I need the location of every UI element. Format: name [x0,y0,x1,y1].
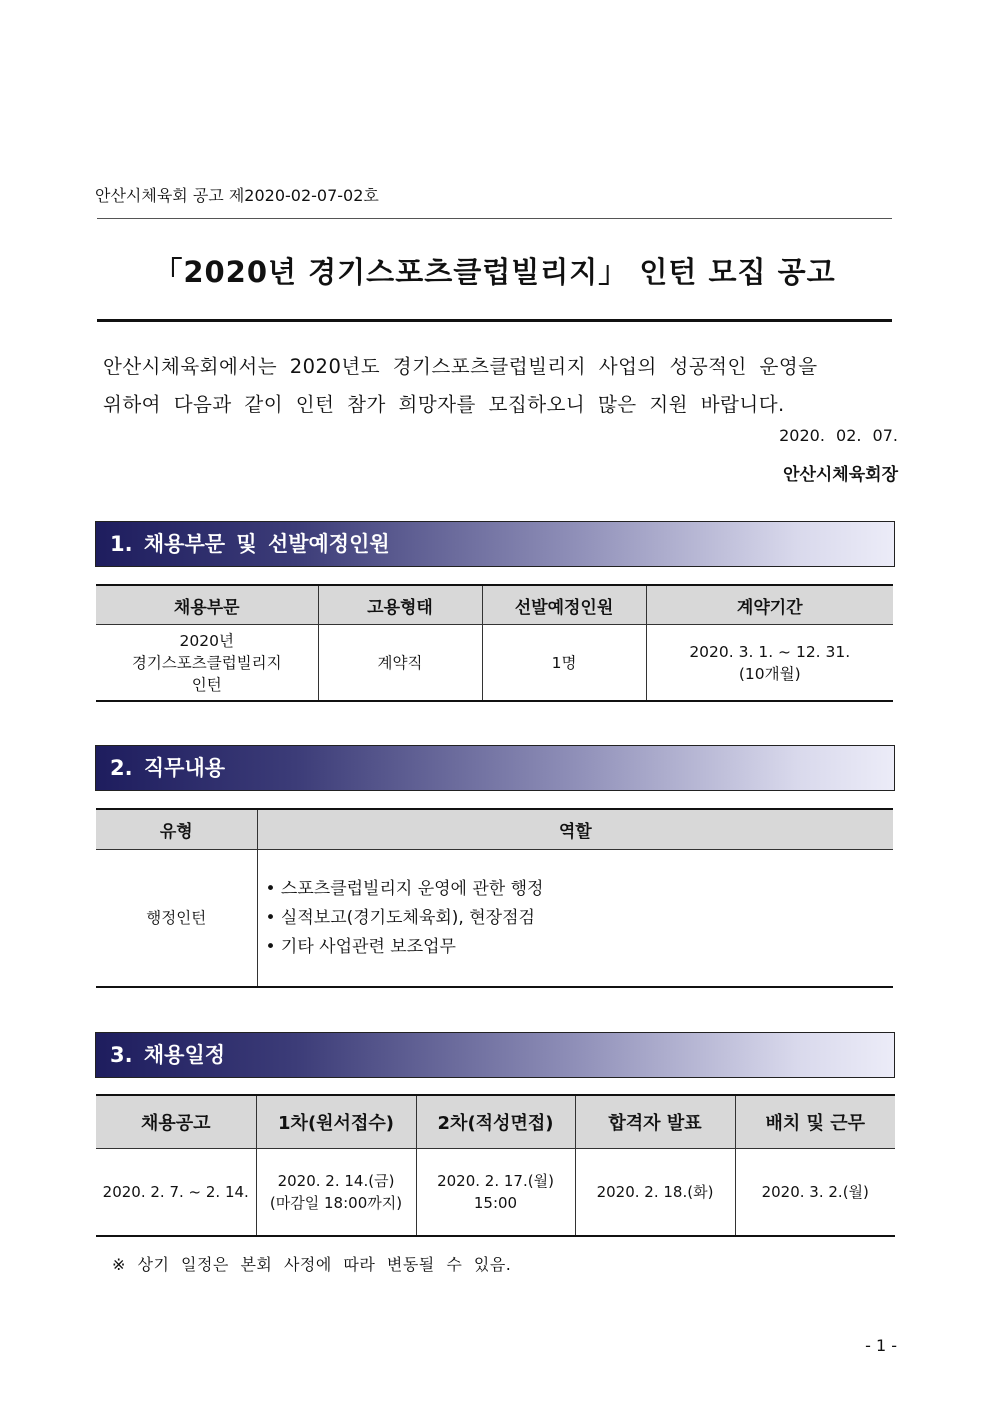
header-employment-type: 고용형태 [318,585,482,625]
section2-heading: 2. 직무내용 [95,745,895,791]
cell-placement: 2020. 3. 2.(월) [735,1149,895,1237]
table-header-row [96,809,893,850]
stage2-line-1: 2020. 2. 17.(월) [437,1172,554,1190]
recruitment-table [96,584,893,702]
cell-result: 2020. 2. 18.(화) [575,1149,735,1237]
duties-table [96,808,893,988]
table-row [96,625,893,702]
period-line-1: 2020. 3. 1. ~ 12. 31. [689,642,851,661]
header-type: 유형 [96,809,257,850]
schedule-table [96,1094,895,1237]
header-contract-period: 계약기간 [646,585,893,625]
table-row [96,850,893,988]
notice-date: 2020. 02. 07. [779,426,898,445]
schedule-footnote: ※ 상기 일정은 본회 사정에 따라 변동될 수 있음. [112,1255,512,1274]
header-headcount: 선발예정인원 [482,585,646,625]
notice-number: 안산시체육회 공고 제2020-02-07-02호 [95,186,379,205]
field-line-3: 인턴 [191,675,222,694]
cell-roles [257,850,893,988]
intro-line-2: 위하여 다음과 같이 인턴 참가 희망자를 모집하오니 많은 지원 바랍니다. [103,393,785,416]
header-result: 합격자 발표 [575,1095,735,1149]
section1-heading: 1. 채용부문 및 선발예정인원 [95,521,895,567]
cell-stage1 [256,1149,416,1237]
cell-employment-type: 계약직 [318,625,482,702]
header-stage2: 2차(적성면접) [416,1095,575,1149]
header-role: 역할 [257,809,893,850]
page-title: 「2020년 경기스포츠클럽빌리지」 인턴 모집 공고 [153,255,836,289]
stage1-line-2: (마감일 18:00까지) [269,1194,403,1212]
header-divider [97,218,892,219]
period-line-2: (10개월) [738,664,801,683]
header-stage1: 1차(원서접수) [256,1095,416,1149]
signer: 안산시체육회장 [783,465,898,485]
intro-paragraph [103,348,893,424]
section3-heading: 3. 채용일정 [95,1032,895,1078]
table-header-row [96,1095,895,1149]
cell-headcount: 1명 [482,625,646,702]
field-line-2: 경기스포츠클럽빌리지 [131,653,282,672]
title-divider [97,319,892,322]
cell-announce: 2020. 2. 7. ~ 2. 14. [96,1149,256,1237]
cell-field [96,625,318,702]
role-item: • 실적보고(경기도체육회), 현장점검 [265,907,535,928]
stage2-line-2: 15:00 [473,1194,518,1212]
field-line-1: 2020년 [179,631,234,650]
role-item: • 스포츠클럽빌리지 운영에 관한 행정 [265,878,544,899]
cell-contract-period [646,625,893,702]
table-row [96,1149,895,1237]
table-header-row [96,585,893,625]
stage1-line-1: 2020. 2. 14.(금) [277,1172,395,1190]
page-number: - 1 - [865,1336,897,1355]
role-item: • 기타 사업관련 보조업무 [265,936,456,957]
cell-type: 행정인턴 [96,850,257,988]
header-field: 채용부문 [96,585,318,625]
cell-stage2 [416,1149,575,1237]
intro-line-1: 안산시체육회에서는 2020년도 경기스포츠클럽빌리지 사업의 성공적인 운영을 [103,355,818,378]
header-placement: 배치 및 근무 [735,1095,895,1149]
header-announce: 채용공고 [96,1095,256,1149]
